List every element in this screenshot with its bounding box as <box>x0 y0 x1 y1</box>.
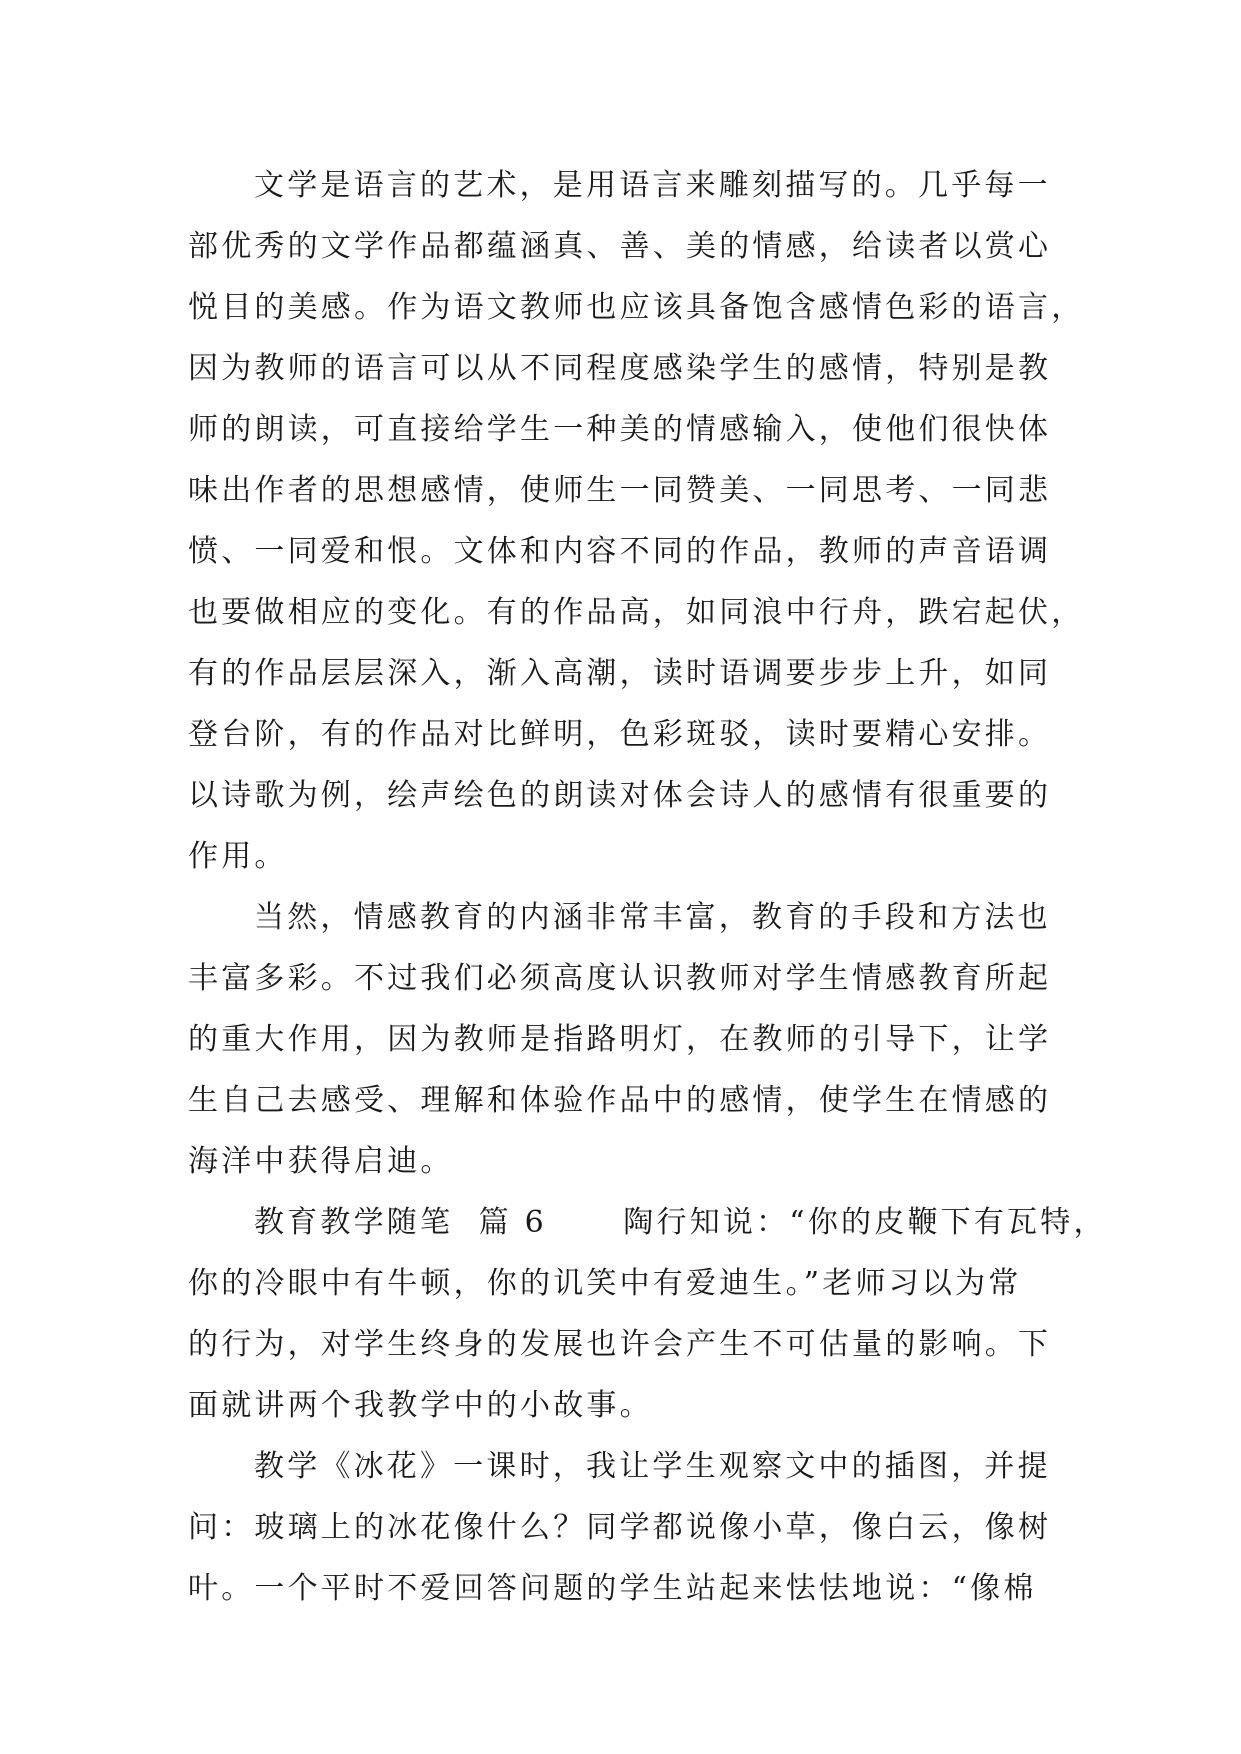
paragraph-line: 教学《冰花》一课时，我让学生观察文中的插图，并提 <box>254 1449 1051 1484</box>
paragraph-line: 愤、一同爱和恨。文体和内容不同的作品，教师的声音语调 <box>188 534 1052 569</box>
paragraph-line: 以诗歌为例，绘声绘色的朗读对体会诗人的感情有很重要的 <box>188 778 1052 813</box>
paragraph-line: 丰富多彩。不过我们必须高度认识教师对学生情感教育所起 <box>188 961 1052 996</box>
paragraph-line: 的重大作用，因为教师是指路明灯，在教师的引导下，让学 <box>188 1022 1052 1057</box>
paragraph-line: 海洋中获得启迪。 <box>188 1144 454 1179</box>
paragraph-line: 你的冷眼中有牛顿，你的讥笑中有爱迪生。”老师习以为常 <box>188 1266 1022 1301</box>
paragraph-line: 叶。一个平时不爱回答问题的学生站起来怯怯地说：“像棉 <box>188 1571 1037 1606</box>
paragraph-line: 文学是语言的艺术，是用语言来雕刻描写的。几乎每一 <box>254 168 1051 203</box>
paragraph-line: 有的作品层层深入，渐入高潮，读时语调要步步上升，如同 <box>188 656 1052 691</box>
paragraph-line: 也要做相应的变化。有的作品高，如同浪中行舟，跌宕起伏， <box>188 595 1085 630</box>
paragraph-line: 生自己去感受、理解和体验作品中的感情，使学生在情感的 <box>188 1083 1052 1118</box>
paragraph-line: 面就讲两个我教学中的小故事。 <box>188 1388 653 1423</box>
paragraph-line: 因为教师的语言可以从不同程度感染学生的感情，特别是教 <box>188 351 1052 386</box>
paragraph-line: 味出作者的思想感情，使师生一同赞美、一同思考、一同悲 <box>188 473 1052 508</box>
paragraph-line: 当然，情感教育的内涵非常丰富，教育的手段和方法也 <box>254 900 1051 935</box>
paragraph-line: 问：玻璃上的冰花像什么？同学都说像小草，像白云，像树 <box>188 1510 1052 1545</box>
paragraph-line: 作用。 <box>188 839 288 874</box>
paragraph-line: 部优秀的文学作品都蕴涵真、善、美的情感，给读者以赏心 <box>188 229 1052 264</box>
section-heading-line: 教育教学随笔 篇 6 陶行知说：“你的皮鞭下有瓦特， <box>254 1205 1107 1240</box>
paragraph-line: 师的朗读，可直接给学生一种美的情感输入，使他们很快体 <box>188 412 1052 447</box>
paragraph-line: 的行为，对学生终身的发展也许会产生不可估量的影响。下 <box>188 1327 1052 1362</box>
paragraph-line: 悦目的美感。作为语文教师也应该具备饱含感情色彩的语言， <box>188 290 1085 325</box>
paragraph-line: 登台阶，有的作品对比鲜明，色彩斑驳，读时要精心安排。 <box>188 717 1052 752</box>
